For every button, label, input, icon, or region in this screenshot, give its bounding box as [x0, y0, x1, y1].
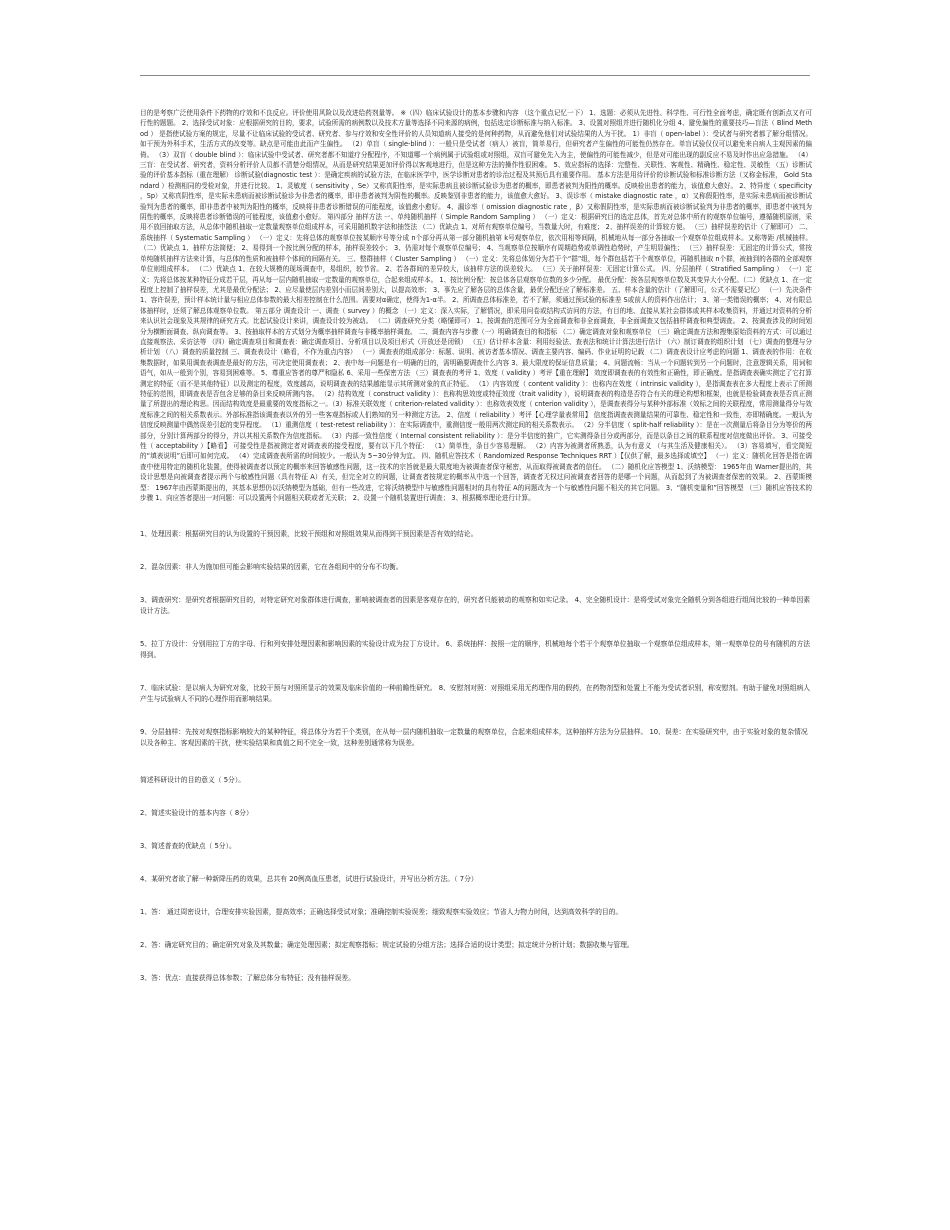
question-1: 简述科研设计的目的意义（ 5分）。 [140, 776, 246, 785]
definition-7-8: 7、临床试验：是以病人为研究对象，比较干预与对照所显示的效果及临床价值的一种前瞻性研究。 8、安慰剂对照：对照组采用无药理作用的假药，在药物剂型和处置上不能为受试者识别，称安慰剂。有助于避免对照组病人产生与试验病人不同的心理作用而影响结果。 [140, 684, 811, 704]
main-text-block: 目的是考察广泛使用条件下药物的疗效和不良反应。评价使用风险以及改进给药剂量等。 ※（四）临床试验设计的基本步骤和内容 （这个重点记忆一下） 1、选题：必须从先进性、科学性、可行性全面考虑，确定既有创新点又有可行性的题题。 2、选择受试对象：应根据研究的目的，要求，试验所需的病例数以及技术方量等选择不同来源的病例，包括选定诊断标准与纳入标准。 3、设置对照组并进行随机化分组 4、避免偏性的重要技巧—盲法（ Blind Method ） 是指使试验方案的规定，尽量不让临床试验的受试者、研究者、参与疗效和安全性评价的人员知道病人接受的是何种药物，从而避免他们对试验结果的人为干扰。 1）非盲（ open-label ）：受试者与研究者都了解分组情况。如干预为外科手术，生活方式的改变等。缺点是可能由此而产生偏性。 （2）单盲（ single-blind ）：一般只是受试者（病人）被盲，简单易行，但研究者产生偏性的可能性仍然存在。单盲试验仅仅可以避免来自病人主观因素的偏倚。 （3）双盲（ double blind ）：临床试验中受试者、研究者都不知道疗分配程序，不知道哪一个病例属于试验组或对照组，双盲可避免先入为主，使偏性的可能性减少，但是对可能出现的副反应不易及时作出应急措施。 （4）三盲：在受试者、研究者，资料分析评价人员都不清楚分组情况，从而是研究结果更加评价得以客观地进行，但是这种方法的操作性很困难。 5、效应指标的选择：完整性、关联性、客观性、精确性、稳定性、灵敏性 （五）诊断试验的评价基本指标（重在理解） 诊断试验(diagnostic test ）：是确定疾病的试验方法，在临床医学中，医学诊断对患者的诊治过程及其预后具有重要作用。 基本方法是用待评价的诊断试验和标准诊断方法（又称金标准， Gold Standard ）检测相同的受检对象，并进行比较。 1、灵敏度（ sensitivity ，Se）又称真阳性率，是实际患病且被诊断试验诊为患者的概率，即患者被判为阳性的概率。反映检出患者的能力，该值愈大愈好。 2、特异度（ specificity ，Sp）又称真阴性率，是实际未患病而被诊断试验诊为非患者的概率，即非患者被判为阴性的概率。反映鉴别非患者的能力，该值愈大愈好。 3、误诊率（ mistake diagnostic rate ，α）又称假阳性率，是实际未患病而被诊断试验判为患者的概率，即非患者中被判为阳性的概率，反映将非患者诊断错误的可能程度，该值愈小愈好。 4、漏诊率（ omission diagnostic rate ，β）又称假阴性率，是实际患病而被诊断试验判为非患者的概率，即患者中被判为阴性的概率，反映将患者诊断错误的可能程度，该值愈小愈好。 第四部分 抽样方法 一、单纯随机抽样（ Simple Random Sampling ） （一）定义：根据研究目的选定总体，首先对总体中所有的观察单位编号，遵循随机原则，采用不放回抽取方法，从总体中随机抽取一定数量观察单位组成样本，可采用随机数字法和抽签法 （二）优缺点 1、对所有观察单位编号，当数量大时，有难度； 2、抽样误差的计算较方便。 （三）抽样误差的估计（了解即可） 二、系统抽样（ Systematic Sampling ） （一）定义：先将总体的观察单位按某顺序号等分成 n个部分再从第一部分随机抽第 k号观察单位，依次用相等间隔，机械地从每一部分各抽取一个观察单位组成样本。又称等距 /机械抽样。 （二）优缺点 1、抽样方法简便； 2、易得到一个按比例分配的样本，抽样误差较小； 3、仍需对每个观察单位编号； 4、当观察单位按顺序有周期趋势或单调性趋势时，产生明显偏性； （三）抽样误差：无固定的计算公式，常按单纯随机抽样方法来计算，与总体的性质和被抽样个体间的间隔有关。 三、整群抽样（ Cluster Sampling ） （一）定义：先将总体划分为若干个“群”组，每个群包括若干个观察单位，再随机抽取 n个群，被抽到的各群的全部观察单位则组成样本。 （二）优缺点 1、在较大规模的现场调查中，易组织，较节省。 2、若各群间的差异较大，该抽样方法的误差较大。 （三）关于抽样误差：无固定计算公式。 四、分层抽样（ Stratified Sampling ） （一）定义：先将总体按某种特征分成若干层，再从每一层内随机抽取一定数量的观察单位，合起来组成样本。 1、按比例分配：按总体各层观察单位数的多少分配。 最优分配：按各层观察单位数及其变异大小分配。（二）优缺点 1、在一定程度上控制了抽样误差，尤其是最优分配法； 2、应尽量使层内差别小而层间差别大，以提高效率； 3、事先应了解各层的总体含量，最优分配还应了解标准差。 五、样本含量的估计（了解即可，公式不需要记忆） （一）先决条件 1、容许误差，预计样本统计量与相应总体参数的最大相差控制在什么范围。需要对α确定，使得为1-α半。 2、所调查总体标准差，若不了解，须通过预试验的标准差 S或前人的资料作出估计； 3、第一类错误的概率； 4、对有限总体抽样时，还须了解总体观察单位数。 第五部分 调查设计 一、调查（ survey ）的概念 （一）定义：深入实际，了解情况，即采用问卷或结构式访问的方法，有目的地、直接从某社会群体或其样本收集资料，并通过对资料的分析来认识社会现象及其规律的研究方式。比起试验设计来讲，调查设计较为被动。 （二）调查研究分类（略懂即可） 1、按调查的范围可分为全面调查和非全面调查，非全面调查又包括抽样调查和典型调查。 2、按调查涉及的时间划分为横断面调查、纵向调查等。 3、按抽取样本的方式划分为概率抽样调查与非概率抽样调查。 二、调查内容与步骤（一）明确调查目的和指标 （二）确定调查对象和观察单位 （三）确定调查方法和搜集原始资料的方式：可以通过直接观察法、采访法等 （四）确定调查项目和调查表：确定调查项目、分析项目以及项目形式（开放还是闭锁） （五）估计样本含量：利用经验法、查表法和统计计算法进行估计 （六）制订调查的组织计划 （七）调查的整理与分析计划 （八）调查的质量控制 三、调查表设计（略看，不作为重点内容） （一）调查表的组成部分：标题、说明、被访者基本情况、调查主要内容、编码、作业证明的记载 （二）调查表设计应考虑的问题 1、调查表的作用：在收集数据时，如果用调查表调查是最好的方法，可决定使用调查表； 2、表中每一问题是有一明确的目的，需明确要调查什么内容 3、最大限度的保证信息质量； 4、问题流畅：当从一个问题转到另一个问题时，注意逻辑关系，用词和语气，如从一般到个别，容易到困难等。 5、尊重应答者的尊严和隐私 6、采用一些保密方法 （三）调查表的考评 1、效度（ validity ）考评【重在理解】 效度即调查表的有效性和正确性，即正确度。是指调查表确实测定了它打算测定的特征（而不是其他特征）以及测定的程度，效度越高，说明调查表的结果越能显示其所测对象的真正特征。 （1）内容效度（ content validity ）：也称内在效度（ intrinsic validity ），是指调查表在多大程度上表示了所测特征的范围，即调查表是否包含足够的条目来反映所测内容。 （2）结构效度（ construct validity ）：也称构思效度或特征效度（trait validity ），说明调查表的构造是否符合有关的理论构想和框架，也就是检验调查表是否真正测量了所提出的理论构思。因而结构效度是最重要的效度指标之一。（3）标准关联效度（ criterion-related validity ）：也称效表效度（ cnterion validity ），是调查表得分与某种外部标准（效标之间的关联程度，常用测量得分与效度标准之间的相关系数表示。外部标准指该调查表以外的另一些客观指标或人们熟知的另一种测定方法。 2、信度（ reliability ）考评【心理学量表常用】 信度指调查表测量结果的可靠性、稳定性和一致性，亦即精确度。一般认为信度反映测量中偶然误差引起的变异程度。 （1）重测信度（ test-retest reliability ）：在实际调查中，重测信度一般用两次测定间的相关系数表示。 （2）分半信度（ split-half reliability ）：是在一次测量后将条目分为等价的两部分，分别计算两部分的得分，并以其相关系数作为信度指标。 （3）内部一致性信度（ Internal consistent reliability ）：是分半信度的推广，它实测得条目分或两部分，而是以条目之间的联系程度对信度做出评价。 3、可接受性（ acceptability ）【略看】 可接受性是指被测定者对调查表的接受程度，要有以下几个特征： （1）简单性，条目少容易理解。 （2）内容为被测者所熟悉，认为有意义 （与其生活及健康相关）。 （3）容易填写，看完简短的“填表说明”后即可如何完成。 （4）完成调查表所需的时间较少。一般认为 5~30分钟为宜。 四、随机应答技术（ Randomized Response Techniques RRT ）【仅供了解，最多选择或填空】 （一）定义：随机化回答是指在调查中使用特定的随机化装置，使得被调查者以预定的概率来回答敏感性问题，这一技术的宗旨就是最大限度地为被调查者保守秘密，从而取得被调查者的信任。 （二）随机化应答模型 1、沃纳模型： 1965年由 Warner提出的，其设计思想是向被调查者提示两个与敏感性问题（具有特征 A）有关，但完全对立的问题，让调查者按规定的概率从中选一个回答，调查者无权过问被调查者回答的是哪一个问题，从而起到了为被调查者保密的效果。 2、西蒙斯模型： 1967年由西蒙斯提出的，其基本思想仍以沃纳模型为基础，但有一些改进，它将沃纳模型中与敏感性问题相对的具有特征 A的问题改为一个与敏感性问题不相关的其它问题。 3、“随机变量和”回答模型 （三）随机应答技术的步骤 1、向应答者提出一对问题：可以设置两个问题相关联或者无关联； 2、设置一个随机装置进行调查； 3、根据概率理论进行计算。 [140, 109, 812, 503]
answer-3: 3、答：优点：直接获得总体参数；了解总体分布特征；没有抽样误差。 [140, 974, 356, 983]
question-2: 2、简述实验设计的基本内容（ 8分） [140, 809, 253, 818]
definition-2: 2、混杂因素：非人为施加但可能会影响实验结果的因素，它在各组间中的分布不均衡。 [140, 563, 403, 572]
definition-3-4: 3、调查研究：是研究者根据研究目的，对特定研究对象群体进行调查，影响被调查者的因素是客观存在的，研究者只能被动的观察和如实记录。 4、完全随机设计：是将受试对象完全随机分到各组进行组间比较的一种单因素设计方法。 [140, 596, 811, 616]
document-body [140, 108, 812, 984]
definition-1: 1、处理因素：根据研究目的认为设置的干预因素，比较干预组和对照组效果从而得到干预因素是否有效的结论。 [140, 530, 478, 539]
header-rule [140, 75, 810, 76]
definition-5-6: 5、拉丁方设计：分别用拉丁方的字母、行和列安排处理因素和影响因素的实验设计成为拉丁方设计。 6、系统抽样：按照一定的顺序，机械地每个若干个观察单位抽取一个观察单位组成样本，第一观察单位的号有随机的方法得到。 [140, 640, 811, 660]
answer-1: 1、答： 通过周密设计，合理安排实验因素，提高效率；正确选择受试对象；准确控制实验误差；细致观察实验效应；节省人力物力时间，达到高效科学的目的。 [140, 908, 623, 917]
question-3: 3、简述普查的优缺点（ 5分）。 [140, 842, 236, 851]
answer-2: 2、答：确定研究目的；确定研究对象及其数量；确定处理因素；拟定观察指标；规定试验的分组方法；选择合适的设计类型；拟定统计分析计划；数据收集与管理。 [140, 941, 634, 950]
definition-9-10: 9、分层抽样：先按对观察指标影响较大的某种特征，将总体分为若干个类别，在从每一层内随机抽取一定数量的观察单位，合起来组成样本，这种抽样方法为分层抽样。 10、误差：在实验研究中，由于实验对象的复杂情况以及各种主、客观因素的干扰，使实验结果和真值之间不完全一致，这种差别通常称为误差。 [140, 728, 808, 748]
question-4: 4、某研究者欲了解一种新降压药的效果，总共有 20例高血压患者，试进行试验设计，并写出分析方法。（ 7分） [140, 875, 478, 884]
